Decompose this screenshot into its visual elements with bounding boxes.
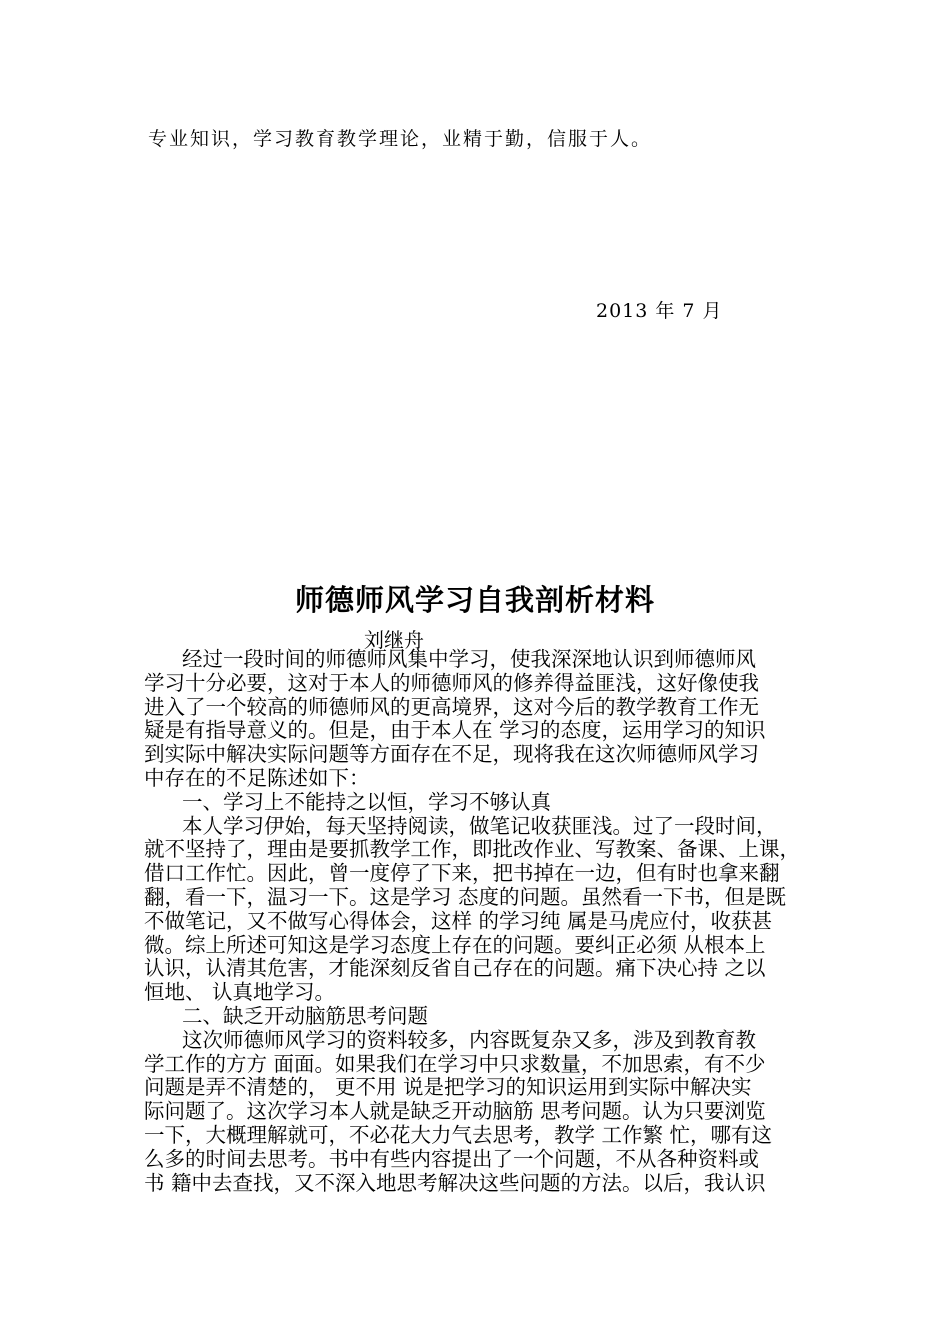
text-line: 么多的时间去思考。书中有些内容提出了一个问题，不从各种资料或 xyxy=(144,1146,759,1171)
text-line: 进入了一个较高的师德师风的更高境界，这对今后的教学教育工作无 xyxy=(144,694,759,719)
author-name: 刘继舟 xyxy=(364,628,424,652)
text-line: 不做笔记，又不做写心得体会，这样 的学习纯 属是马虎应付，收获甚 xyxy=(144,908,773,933)
text-line: 际问题了。这次学习本人就是缺乏开动脑筋 思考问题。认为只要浏览 xyxy=(144,1099,766,1124)
document-date: 2013 年 7 月 xyxy=(596,300,723,322)
text-line: 经过一段时间的师德师风集中学习，使我深深地认识到师德师风 xyxy=(182,647,756,671)
text-line: 微。综上所述可知这是学习态度上存在的问题。要纠正必须 从根本上 xyxy=(144,932,766,957)
text-line: 中存在的不足陈述如下： xyxy=(144,765,370,790)
text-line: 就不坚持了，理由是要抓教学工作，即批改作业、写教案、备课、上课， xyxy=(144,837,800,862)
text-line: 这次师德师风学习的资料较多，内容既复杂又多，涉及到教育教 xyxy=(182,1027,756,1052)
continuation-text: 专业知识，学习教育教学理论，业精于勤，信服于人。 xyxy=(148,128,653,150)
body-text xyxy=(144,648,810,1195)
text-line: 到实际中解决实际问题等方面存在不足，现将我在这次师德师风学习 xyxy=(144,742,759,767)
document-title: 师德师风学习自我剖析材料 xyxy=(294,583,655,617)
text-line: 认识，认清其危害，才能深刻反省自己存在的问题。痛下决心持 之以 xyxy=(144,956,766,981)
text-line: 问题是弄不清楚的， 更不用 说是把学习的知识运用到实际中解决实 xyxy=(144,1075,752,1100)
text-line: 学习十分必要，这对于本人的师德师风的修养得益匪浅，这好像使我 xyxy=(144,670,759,695)
text-line: 二、缺乏开动脑筋思考问题 xyxy=(182,1003,428,1028)
text-line: 翻，看一下，温习一下。这是学习 态度的问题。虽然看一下书，但是既 xyxy=(144,884,787,909)
text-line: 一、学习上不能持之以恒，学习不够认真 xyxy=(182,789,551,814)
text-line: 借口工作忙。因此，曾一度停了下来，把书掉在一边，但有时也拿来翻 xyxy=(144,861,780,886)
text-line: 学工作的方方 面面。如果我们在学习中只求数量，不加思索，有不少 xyxy=(144,1051,766,1076)
text-line: 恒地、 认真地学习。 xyxy=(144,980,336,1005)
text-line: 书 籍中去查找，又不深入地思考解决这些问题的方法。以后，我认识 xyxy=(144,1170,766,1195)
text-line: 一下，大概理解就可，不必花大力气去思考，教学 工作繁 忙，哪有这 xyxy=(144,1122,773,1147)
text-line: 本人学习伊始，每天坚持阅读，做笔记收获匪浅。过了一段时间， xyxy=(182,813,777,838)
text-line: 疑是有指导意义的。但是，由于本人在 学习的态度，运用学习的知识 xyxy=(144,718,766,743)
